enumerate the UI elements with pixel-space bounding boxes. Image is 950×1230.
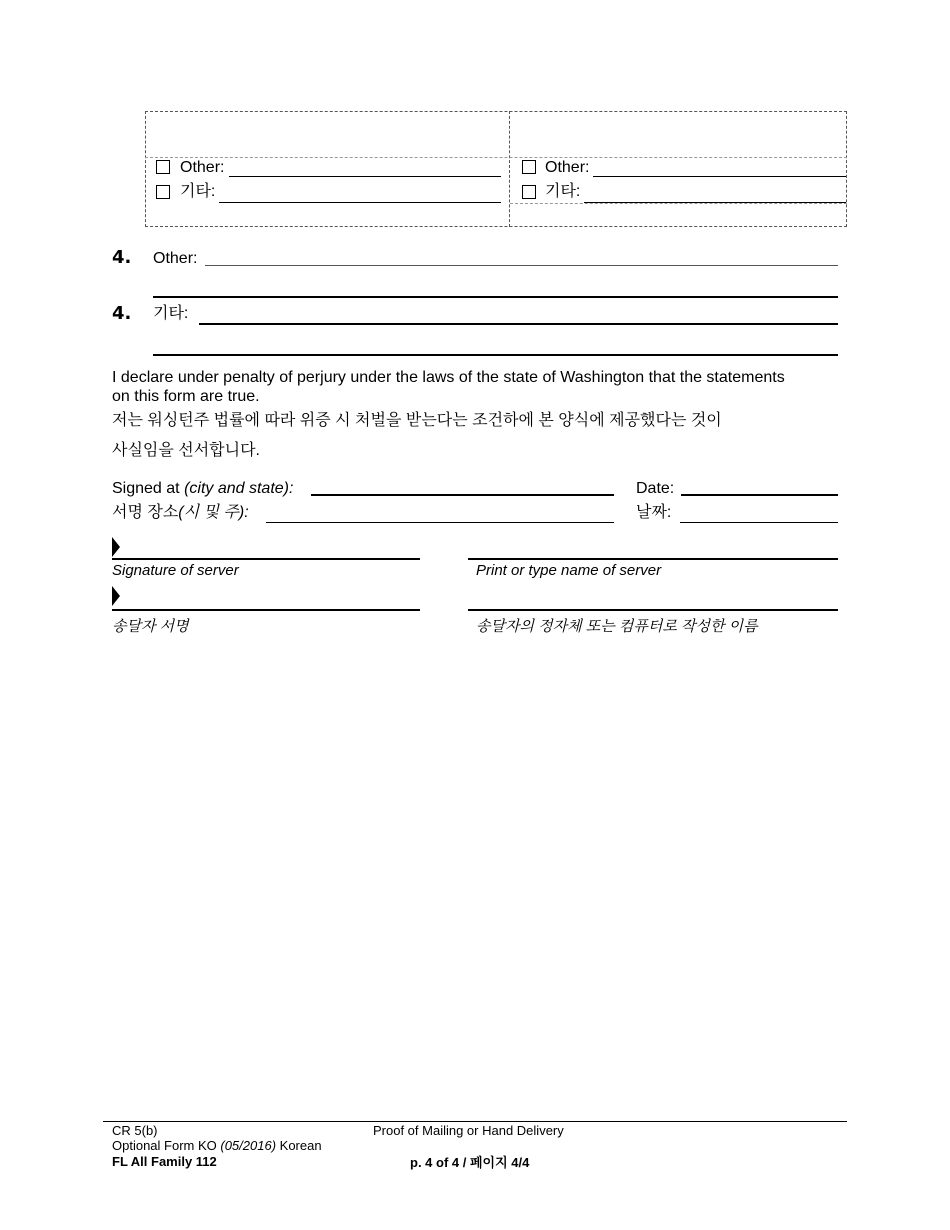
date-label: Date: (636, 480, 675, 497)
left-other-ko-label: 기타: (180, 183, 216, 200)
signed-at-prefix: Signed at (112, 480, 185, 497)
declaration-en-line2: on this form are true. (112, 388, 260, 405)
right-other-ko-checkbox[interactable] (522, 185, 536, 199)
signature-server-ko-label: 송달자 서명 (112, 618, 189, 635)
item-4-label: Other: (153, 250, 198, 267)
print-name-field[interactable] (468, 558, 838, 560)
signature-ko-arrow-icon (112, 586, 120, 606)
right-other-ko-label: 기타: (545, 183, 581, 200)
footer-optional-suffix: Korean (276, 1138, 322, 1153)
date-field[interactable] (681, 494, 838, 496)
left-other-ko-field[interactable] (219, 202, 501, 203)
footer-optional-prefix: Optional Form KO (112, 1138, 221, 1153)
item-4-ko-field[interactable] (199, 323, 838, 325)
right-other-ko-field[interactable] (584, 202, 846, 203)
print-name-label: Print or type name of server (476, 562, 662, 579)
footer-optional-form (112, 1138, 322, 1153)
footer-form-code: CR 5(b) (112, 1123, 158, 1138)
left-other-ko-checkbox[interactable] (156, 185, 170, 199)
date-ko-label: 날짜: (636, 504, 672, 521)
declaration-ko-line2: 사실임을 선서합니다. (112, 442, 260, 459)
item-4-ko-number: 4. (112, 303, 132, 324)
right-other-label: Other: (545, 159, 590, 176)
left-other-checkbox[interactable] (156, 160, 170, 174)
declaration-ko-line1: 저는 워싱턴주 법률에 따라 위증 시 처벌을 받는다는 조건하에 본 양식에 제공했다는 것이 (112, 412, 722, 429)
signature-server-field[interactable] (112, 558, 420, 560)
signed-at-field[interactable] (311, 494, 614, 496)
footer-page: p. 4 of 4 / 페이지 4/4 (410, 1155, 530, 1170)
footer-family: FL All Family 112 (112, 1154, 217, 1169)
declaration-en-line1: I declare under penalty of perjury under the laws of the state of Washington that the statements (112, 369, 785, 386)
print-name-ko-label: 송달자의 정자체 또는 컴퓨터로 작성한 이름 (476, 618, 758, 635)
table-column-divider (509, 111, 510, 227)
right-other-checkbox[interactable] (522, 160, 536, 174)
table-row-divider-right (510, 203, 847, 204)
signed-at-ko-label (112, 503, 249, 522)
signature-arrow-icon (112, 537, 120, 557)
print-name-ko-field[interactable] (468, 609, 838, 611)
right-other-field[interactable] (593, 176, 846, 177)
signed-at-label (112, 479, 293, 498)
date-ko-field[interactable] (680, 522, 838, 523)
signed-at-ko-italic: (시 및 주): (178, 504, 249, 521)
item-4-ko-label: 기타: (153, 305, 189, 322)
signed-at-ko-prefix: 서명 장소 (112, 504, 179, 521)
footer-title: Proof of Mailing or Hand Delivery (373, 1123, 564, 1138)
checkbox-table (145, 111, 847, 227)
left-other-label: Other: (180, 159, 225, 176)
item-4-field[interactable] (205, 265, 838, 266)
footer-optional-date: (05/2016) (220, 1138, 277, 1153)
signature-server-label: Signature of server (112, 562, 239, 579)
signed-at-italic: (city and state): (184, 480, 294, 497)
signature-server-ko-field[interactable] (112, 609, 420, 611)
table-row-divider (145, 157, 847, 158)
signed-at-ko-field[interactable] (266, 522, 614, 523)
item-4-number: 4. (112, 247, 132, 268)
left-other-field[interactable] (229, 176, 501, 177)
footer-rule (103, 1121, 847, 1122)
item-4-ko-field-line2[interactable] (153, 354, 838, 356)
item-4-field-line2[interactable] (153, 296, 838, 298)
